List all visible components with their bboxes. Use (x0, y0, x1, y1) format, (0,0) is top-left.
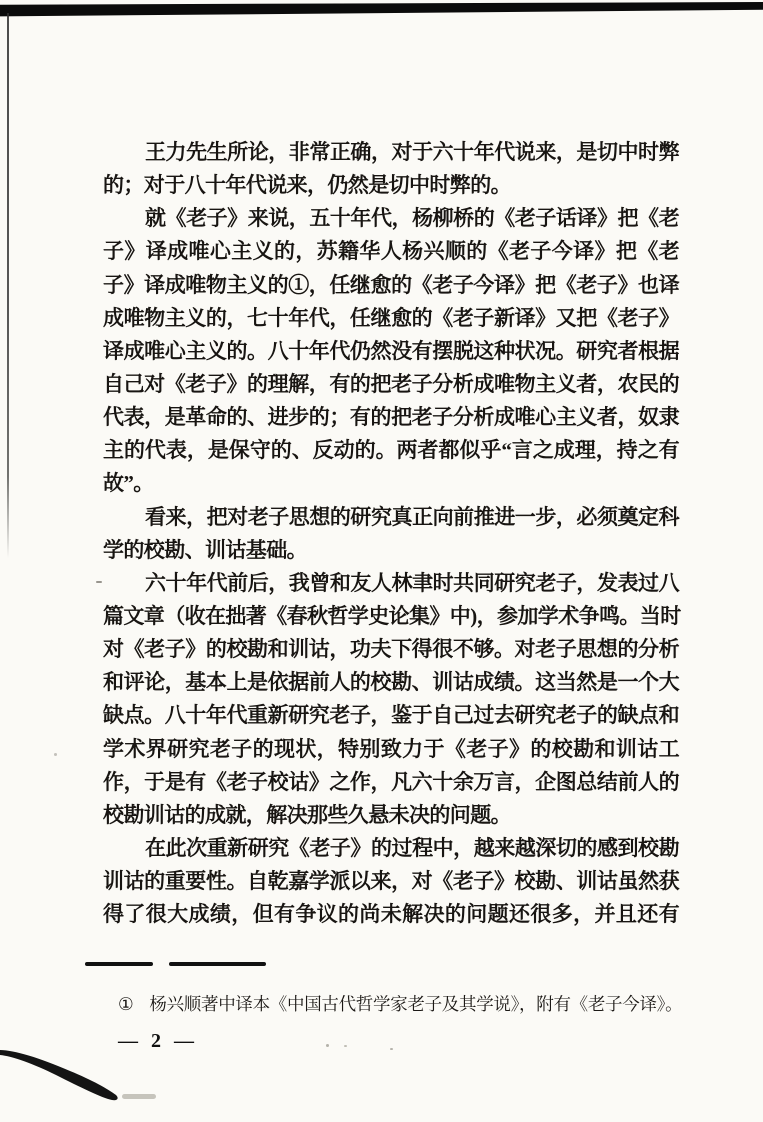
footnote-separator (85, 962, 285, 967)
text-line: 主的代表，是保守的、反动的。两者都似乎“言之成理，持之有 (103, 438, 679, 463)
text-line: 在此次重新研究《老子》的过程中，越来越深切的感到校勘 (145, 835, 679, 860)
text-line: 校勘训诂的成就，解决那些久悬未决的问题。 (103, 802, 511, 827)
text-line: 看来，把对老子思想的研究真正向前推进一步，必须奠定科 (145, 504, 679, 529)
text-line: 的；对于八十年代说来，仍然是切中时弊的。 (103, 173, 511, 198)
text-line: 故”。 (103, 471, 154, 496)
scan-speckle (54, 753, 57, 756)
text-line: 六十年代前后，我曾和友人林聿时共同研究老子，发表过八 (145, 570, 679, 595)
text-line: 训诂的重要性。自乾嘉学派以来，对《老子》校勘、训诂虽然获 (103, 869, 679, 894)
footnote-separator-segment (85, 962, 153, 966)
text-line: 缺点。八十年代重新研究老子，鉴于自己过去研究老子的缺点和 (103, 703, 679, 728)
scan-speckle (96, 581, 102, 583)
text-line: 和评论，基本上是依据前人的校勘、训诂成绩。这当然是一个大 (103, 670, 679, 695)
text-line: 对《老子》的校勘和训诂，功夫下得很不够。对老子思想的分析 (103, 637, 679, 662)
text-line: 子》译成唯心主义的，苏籍华人杨兴顺的《老子今译》把《老 (103, 239, 679, 264)
text-line: 篇文章（收在拙著《春秋哲学史论集》中)，参加学术争鸣。当时 (103, 603, 681, 628)
text-line: 学术界研究老子的现状，特别致力于《老子》的校勘和训诂工 (103, 736, 679, 761)
text-line: 自己对《老子》的理解，有的把老子分析成唯物主义者，农民的 (103, 371, 679, 396)
text-line: 译成唯心主义的。八十年代仍然没有摆脱这种状况。研究者根据 (103, 338, 679, 363)
text-line: 代表，是革命的、进步的；有的把老子分析成唯心主义者，奴隶 (103, 405, 679, 430)
footnote-text: 杨兴顺著中译本《中国古代哲学家老子及其学说》，附有《老子今译》。 (149, 994, 683, 1014)
scan-speckle (390, 1048, 393, 1050)
scan-top-edge-artifact (0, 2, 763, 17)
text-line: 得了很大成绩，但有争议的尚未解决的问题还很多，并且还有 (103, 902, 679, 927)
scan-left-edge-line (7, 13, 9, 558)
text-line: 王力先生所论，非常正确，对于六十年代说来，是切中时弊 (145, 140, 679, 164)
body-text (103, 136, 679, 931)
footnote-separator-segment (169, 962, 266, 966)
text-line: 就《老子》来说，五十年代，杨柳桥的《老子话译》把《老 (145, 206, 679, 231)
text-line: 成唯物主义的，七十年代，任继愈的《老子新译》又把《老子》 (103, 305, 679, 330)
text-line: 子》译成唯物主义的①，任继愈的《老子今译》把《老子》也译 (103, 272, 679, 297)
footnote-marker: ① (118, 994, 134, 1014)
scan-speckle (326, 1044, 329, 1047)
scan-speckle (344, 1045, 347, 1047)
page-number: — 2 — (118, 1030, 198, 1052)
footnote (118, 992, 698, 1016)
text-line: 作，于是有《老子校诂》之作，凡六十余万言，企图总结前人的 (103, 769, 679, 794)
scan-speckle (122, 1094, 156, 1099)
scan-pen-mark (0, 1042, 170, 1112)
text-line: 学的校勘、训诂基础。 (103, 537, 307, 562)
